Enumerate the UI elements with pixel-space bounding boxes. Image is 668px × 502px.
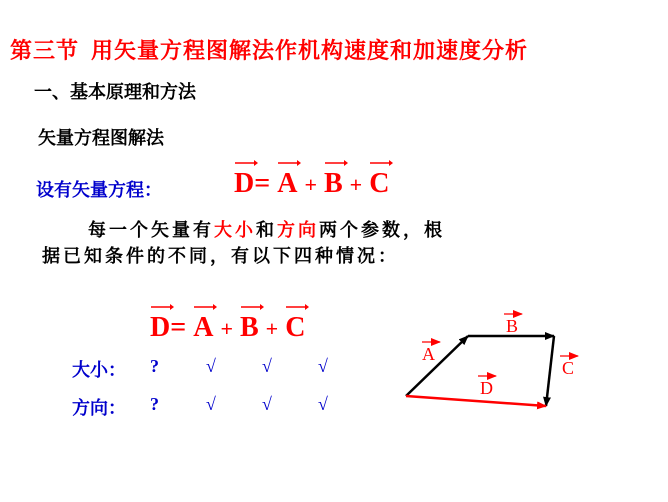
para-text-3: 两个参数，根据已知条件的不同，有以下四种情况： xyxy=(42,220,445,267)
diagram-label-a: A xyxy=(422,344,435,364)
title-text: 用矢量方程图解法作机构速度和加速度分析 xyxy=(91,39,529,64)
vector-arrow-icon xyxy=(150,302,174,312)
highlight-direction: 方向 xyxy=(277,220,319,241)
vector-arrow-icon xyxy=(369,158,393,168)
heading-method: 矢量方程图解法 xyxy=(38,128,164,149)
plus-sign: + xyxy=(265,316,279,341)
diagram-label-b: B xyxy=(506,316,519,336)
term-d: D xyxy=(150,312,171,343)
explanation-paragraph xyxy=(42,218,462,270)
term-a: A xyxy=(193,312,214,343)
vector-a xyxy=(277,168,297,200)
vector-arrow-icon xyxy=(193,302,217,312)
diagram-label-c: C xyxy=(562,358,575,378)
vector-arrow-icon xyxy=(240,302,264,312)
vector-a xyxy=(193,312,213,344)
vector-d xyxy=(234,168,254,200)
heading-basic-principle: 一、基本原理和方法 xyxy=(34,82,196,103)
highlight-magnitude: 大小 xyxy=(214,220,256,241)
plus-sign: + xyxy=(304,172,317,197)
row-direction-label: 方向： xyxy=(72,398,126,419)
equation-label: 设有矢量方程： xyxy=(36,180,162,201)
cell-direction-c: √ xyxy=(318,394,328,414)
term-b: B xyxy=(323,168,343,199)
cell-magnitude-c: √ xyxy=(318,356,328,376)
cell-direction-d: ? xyxy=(150,394,159,414)
term-b: B xyxy=(239,312,259,343)
vector-d-line xyxy=(406,396,546,406)
term-c: C xyxy=(369,168,390,199)
vector-a-line xyxy=(406,336,468,396)
section-label: 第三节 xyxy=(10,39,80,64)
vector-polygon-diagram xyxy=(392,300,612,430)
cell-magnitude-b: √ xyxy=(262,356,272,376)
vector-d xyxy=(150,312,170,344)
equals-sign: = xyxy=(170,312,187,343)
page-title xyxy=(10,34,528,65)
plus-sign: + xyxy=(349,172,363,197)
vector-equation-2 xyxy=(150,312,305,344)
row-magnitude-label: 大小： xyxy=(72,360,126,381)
term-a: A xyxy=(277,168,298,199)
vector-c xyxy=(369,168,389,200)
vector-arrow-icon xyxy=(277,158,301,168)
vector-arrow-icon xyxy=(285,302,309,312)
cell-magnitude-a: √ xyxy=(206,356,216,376)
plus-sign: + xyxy=(220,316,233,341)
diagram-label-d: D xyxy=(480,378,493,398)
term-c: C xyxy=(285,312,306,343)
vector-c-line xyxy=(546,336,554,406)
para-text-2: 和 xyxy=(256,220,277,241)
vector-b xyxy=(240,312,259,344)
term-d: D xyxy=(234,168,255,199)
equals-sign: = xyxy=(254,168,271,199)
vector-b xyxy=(324,168,343,200)
vector-c xyxy=(285,312,305,344)
cell-magnitude-d: ? xyxy=(150,356,159,376)
cell-direction-a: √ xyxy=(206,394,216,414)
vector-arrow-icon xyxy=(324,158,348,168)
vector-arrow-icon xyxy=(234,158,258,168)
vector-equation xyxy=(234,168,389,200)
para-text-1: 每一个矢量有 xyxy=(88,220,214,241)
cell-direction-b: √ xyxy=(262,394,272,414)
